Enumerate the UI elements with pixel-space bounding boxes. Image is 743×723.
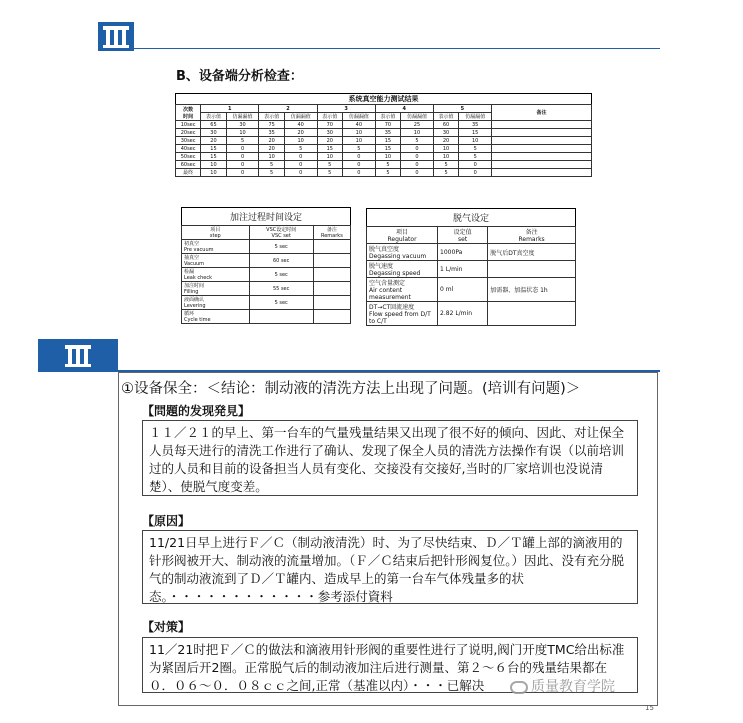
table-row xyxy=(182,296,351,310)
table-row xyxy=(182,240,351,254)
table-row xyxy=(182,254,351,268)
value-cell: 30 xyxy=(317,129,343,137)
value-cell: 10 xyxy=(401,129,434,137)
value-cell: 5 xyxy=(459,145,492,153)
setting-cell: 1 L/min xyxy=(438,261,488,278)
discovery-text: １１／２１的早上、第一台车的气量残量结果又出现了很不好的倾向、因此、对让保全人员每天进行的清洗工作进行了确认、发现了保全人员的清洗方法操作有误（以前培训过的人员和目前的设备担当人员有变化、交接没有交接好,当时的厂家培训也没说清楚）、使脱气度变差。 xyxy=(142,420,638,496)
table-row xyxy=(176,129,592,137)
countermeasure-text: 11／21时把Ｆ／Ｃ的做法和滴液用针形阀的重要性进行了说明,阀门开度TMC给出标准为紧固后开2圈。正常脱气后的制动液加注后进行测量、第２～６台的残量结果都在０．０６～０．０８ｃｃ之间,正常（基准以内）・・・已解决 xyxy=(142,637,638,693)
value-cell: 0 xyxy=(284,153,317,161)
value-cell: 5 xyxy=(433,161,459,169)
value-cell: 65 xyxy=(201,121,227,129)
value-cell: 0 xyxy=(401,153,434,161)
sub-header: 仿漏漏值 xyxy=(343,113,376,121)
setting-cell: 1000Pa xyxy=(438,244,488,261)
sub-header: 表示值 xyxy=(201,113,227,121)
table-row xyxy=(182,282,351,296)
remark-cell xyxy=(488,261,576,278)
header-rule-top xyxy=(134,48,660,49)
fill-time-table xyxy=(181,207,351,324)
sub-header: 仿漏漏值 xyxy=(459,113,492,121)
step-cell: 循环 Cycle time xyxy=(182,310,250,324)
table-row xyxy=(367,261,576,278)
value-cell: 20 xyxy=(433,137,459,145)
vacuum-table-title: 系统真空能力测试结果 xyxy=(175,93,592,104)
value-cell: 0 xyxy=(343,169,376,177)
value-cell: 20 xyxy=(259,145,285,153)
value-cell: 0 xyxy=(226,169,259,177)
value-cell: 10 xyxy=(343,129,376,137)
logo-mid xyxy=(38,339,118,372)
value-cell: 70 xyxy=(375,121,401,129)
remark-cell xyxy=(313,282,350,296)
value-cell: 5 xyxy=(401,137,434,145)
value-cell: 15 xyxy=(459,129,492,137)
value-cell: 10 xyxy=(459,137,492,145)
table-row xyxy=(176,169,592,177)
countermeasure-heading: 【对策】 xyxy=(142,620,191,634)
fill-table-title: 加注过程时间设定 xyxy=(181,207,351,225)
value-cell: 5 xyxy=(259,161,285,169)
run-header: 3 xyxy=(317,105,375,113)
fill-header: VSC设定时间 VSC set xyxy=(249,226,313,240)
wechat-icon xyxy=(510,681,528,694)
table-row xyxy=(176,137,592,145)
fill-header: 备注 Remarks xyxy=(313,226,350,240)
corner-cell: 次数 时间 xyxy=(176,105,201,121)
vacuum-test-table xyxy=(175,93,592,177)
value-cell: 5 xyxy=(459,153,492,161)
time-value-cell: 5 sec xyxy=(249,268,313,282)
sub-header: 表示值 xyxy=(433,113,459,121)
value-cell: 0 xyxy=(226,153,259,161)
step-cell: 抽真空 Vacuum xyxy=(182,254,250,268)
degas-header: 设定值 set xyxy=(438,227,488,244)
table-row xyxy=(367,244,576,261)
logo-icon xyxy=(103,26,129,48)
main-title: ①设备保全：＜结论：制动液的清洗方法上出现了问题。(培训有问题)＞ xyxy=(121,381,581,397)
value-cell: 0 xyxy=(343,161,376,169)
value-cell: 35 xyxy=(459,121,492,129)
watermark: 质量教育学院 xyxy=(510,676,615,696)
value-cell: 0 xyxy=(401,169,434,177)
value-cell: 30 xyxy=(201,129,227,137)
value-cell: 20 xyxy=(259,137,285,145)
value-cell: 0 xyxy=(401,145,434,153)
time-value-cell xyxy=(249,310,313,324)
time-cell: 30sec xyxy=(176,137,201,145)
value-cell: 70 xyxy=(317,121,343,129)
value-cell: 10 xyxy=(433,145,459,153)
remark-cell xyxy=(492,169,592,177)
section-b-title: B、设备端分析检查： xyxy=(176,69,303,84)
degas-table-title: 脱气设定 xyxy=(366,208,576,226)
step-cell: 加注时间 Filling xyxy=(182,282,250,296)
sub-header: 表示值 xyxy=(375,113,401,121)
time-value-cell: 5 sec xyxy=(249,240,313,254)
value-cell: 75 xyxy=(259,121,285,129)
value-cell: 25 xyxy=(401,121,434,129)
time-cell: 20sec xyxy=(176,129,201,137)
value-cell: 5 xyxy=(284,145,317,153)
value-cell: 0 xyxy=(226,145,259,153)
value-cell: 5 xyxy=(259,169,285,177)
value-cell: 10 xyxy=(284,137,317,145)
sub-header: 表示值 xyxy=(317,113,343,121)
table-row xyxy=(176,153,592,161)
value-cell: 0 xyxy=(284,161,317,169)
value-cell: 15 xyxy=(375,137,401,145)
table-row xyxy=(176,121,592,129)
value-cell: 10 xyxy=(259,153,285,161)
value-cell: 10 xyxy=(201,169,227,177)
param-cell: 脱气真空度 Degassing vacuum xyxy=(367,244,438,261)
remark-cell: 脱气后DT真空度 xyxy=(488,244,576,261)
discovery-heading: 【問題的发现発見】 xyxy=(142,404,251,418)
time-value-cell: 5 sec xyxy=(249,296,313,310)
value-cell: 10 xyxy=(201,161,227,169)
value-cell: 20 xyxy=(317,137,343,145)
remark-cell xyxy=(488,302,576,326)
value-cell: 40 xyxy=(343,121,376,129)
value-cell: 0 xyxy=(459,161,492,169)
value-cell: 5 xyxy=(317,169,343,177)
value-cell: 35 xyxy=(259,129,285,137)
table-row xyxy=(367,302,576,326)
value-cell: 20 xyxy=(201,137,227,145)
fill-header: 项目 step xyxy=(182,226,250,240)
time-cell: 10sec xyxy=(176,121,201,129)
time-cell: 最终 xyxy=(176,169,201,177)
value-cell: 0 xyxy=(401,161,434,169)
value-cell: 15 xyxy=(201,145,227,153)
time-value-cell: 55 sec xyxy=(249,282,313,296)
degas-header: 项目 Regulator xyxy=(367,227,438,244)
remark-cell xyxy=(492,121,592,129)
logo-icon xyxy=(65,345,91,367)
value-cell: 5 xyxy=(375,169,401,177)
sub-header: 仿漏漏值 xyxy=(284,113,317,121)
value-cell: 35 xyxy=(375,129,401,137)
remark-cell xyxy=(492,137,592,145)
run-header: 2 xyxy=(259,105,317,113)
value-cell: 10 xyxy=(375,153,401,161)
value-cell: 5 xyxy=(226,137,259,145)
setting-cell: 2.82 L/min xyxy=(438,302,488,326)
run-header: 1 xyxy=(201,105,259,113)
step-cell: 液面确认 Levering xyxy=(182,296,250,310)
value-cell: 15 xyxy=(375,145,401,153)
remark-header: 备注 xyxy=(492,105,592,121)
table-row xyxy=(367,278,576,302)
remark-cell xyxy=(492,145,592,153)
page-number: 15 xyxy=(645,704,654,712)
value-cell: 10 xyxy=(433,153,459,161)
value-cell: 5 xyxy=(433,169,459,177)
table-row xyxy=(176,145,592,153)
value-cell: 20 xyxy=(284,129,317,137)
table-row xyxy=(176,161,592,169)
remark-cell xyxy=(492,153,592,161)
remark-cell xyxy=(492,161,592,169)
value-cell: 0 xyxy=(343,153,376,161)
value-cell: 5 xyxy=(317,161,343,169)
value-cell: 10 xyxy=(317,153,343,161)
value-cell: 15 xyxy=(201,153,227,161)
value-cell: 0 xyxy=(226,161,259,169)
param-cell: 脱气速度 Degassing speed xyxy=(367,261,438,278)
time-cell: 40sec xyxy=(176,145,201,153)
value-cell: 40 xyxy=(284,121,317,129)
logo-top xyxy=(98,22,134,51)
param-cell: 空气含量测定 Air content measurement xyxy=(367,278,438,302)
sub-header: 表示值 xyxy=(259,113,285,121)
cause-heading: 【原因】 xyxy=(142,514,191,528)
remark-cell xyxy=(313,296,350,310)
run-header: 4 xyxy=(375,105,433,113)
time-value-cell: 60 sec xyxy=(249,254,313,268)
table-row xyxy=(182,310,351,324)
value-cell: 30 xyxy=(433,129,459,137)
value-cell: 10 xyxy=(226,129,259,137)
time-cell: 50sec xyxy=(176,153,201,161)
param-cell: DT→CT回流速度 Flow speed from D/T to C/T xyxy=(367,302,438,326)
step-cell: 初真空 Pre vacuum xyxy=(182,240,250,254)
value-cell: 0 xyxy=(459,169,492,177)
sub-header: 仿漏漏值 xyxy=(226,113,259,121)
setting-cell: 0 ml xyxy=(438,278,488,302)
remark-cell: 加需器、加温状态 1h xyxy=(488,278,576,302)
time-cell: 60sec xyxy=(176,161,201,169)
value-cell: 30 xyxy=(226,121,259,129)
degas-table xyxy=(366,208,576,326)
value-cell: 5 xyxy=(375,161,401,169)
remark-cell xyxy=(313,254,350,268)
value-cell: 60 xyxy=(433,121,459,129)
cause-text: 11/21日早上进行Ｆ／Ｃ（制动液清洗）时、为了尽快结束、Ｄ／Ｔ罐上部的滴液用的针形阀被开大、制动液的流量增加。（Ｆ／Ｃ结束后把针形阀复位。）因此、没有充分脱气的制动液流到了Ｄ／Ｔ罐内、造成早上的第一台车气体残量多的状态。・・・・・・・・・・・・参考添付資料 xyxy=(142,530,638,604)
value-cell: 0 xyxy=(284,169,317,177)
remark-cell xyxy=(313,310,350,324)
remark-cell xyxy=(492,129,592,137)
step-cell: 检漏 Leak check xyxy=(182,268,250,282)
table-row xyxy=(182,268,351,282)
remark-cell xyxy=(313,240,350,254)
remark-cell xyxy=(313,268,350,282)
value-cell: 10 xyxy=(343,137,376,145)
degas-header: 备注 Remarks xyxy=(488,227,576,244)
value-cell: 15 xyxy=(317,145,343,153)
sub-header: 仿漏漏值 xyxy=(401,113,434,121)
value-cell: 5 xyxy=(343,145,376,153)
run-header: 5 xyxy=(433,105,491,113)
